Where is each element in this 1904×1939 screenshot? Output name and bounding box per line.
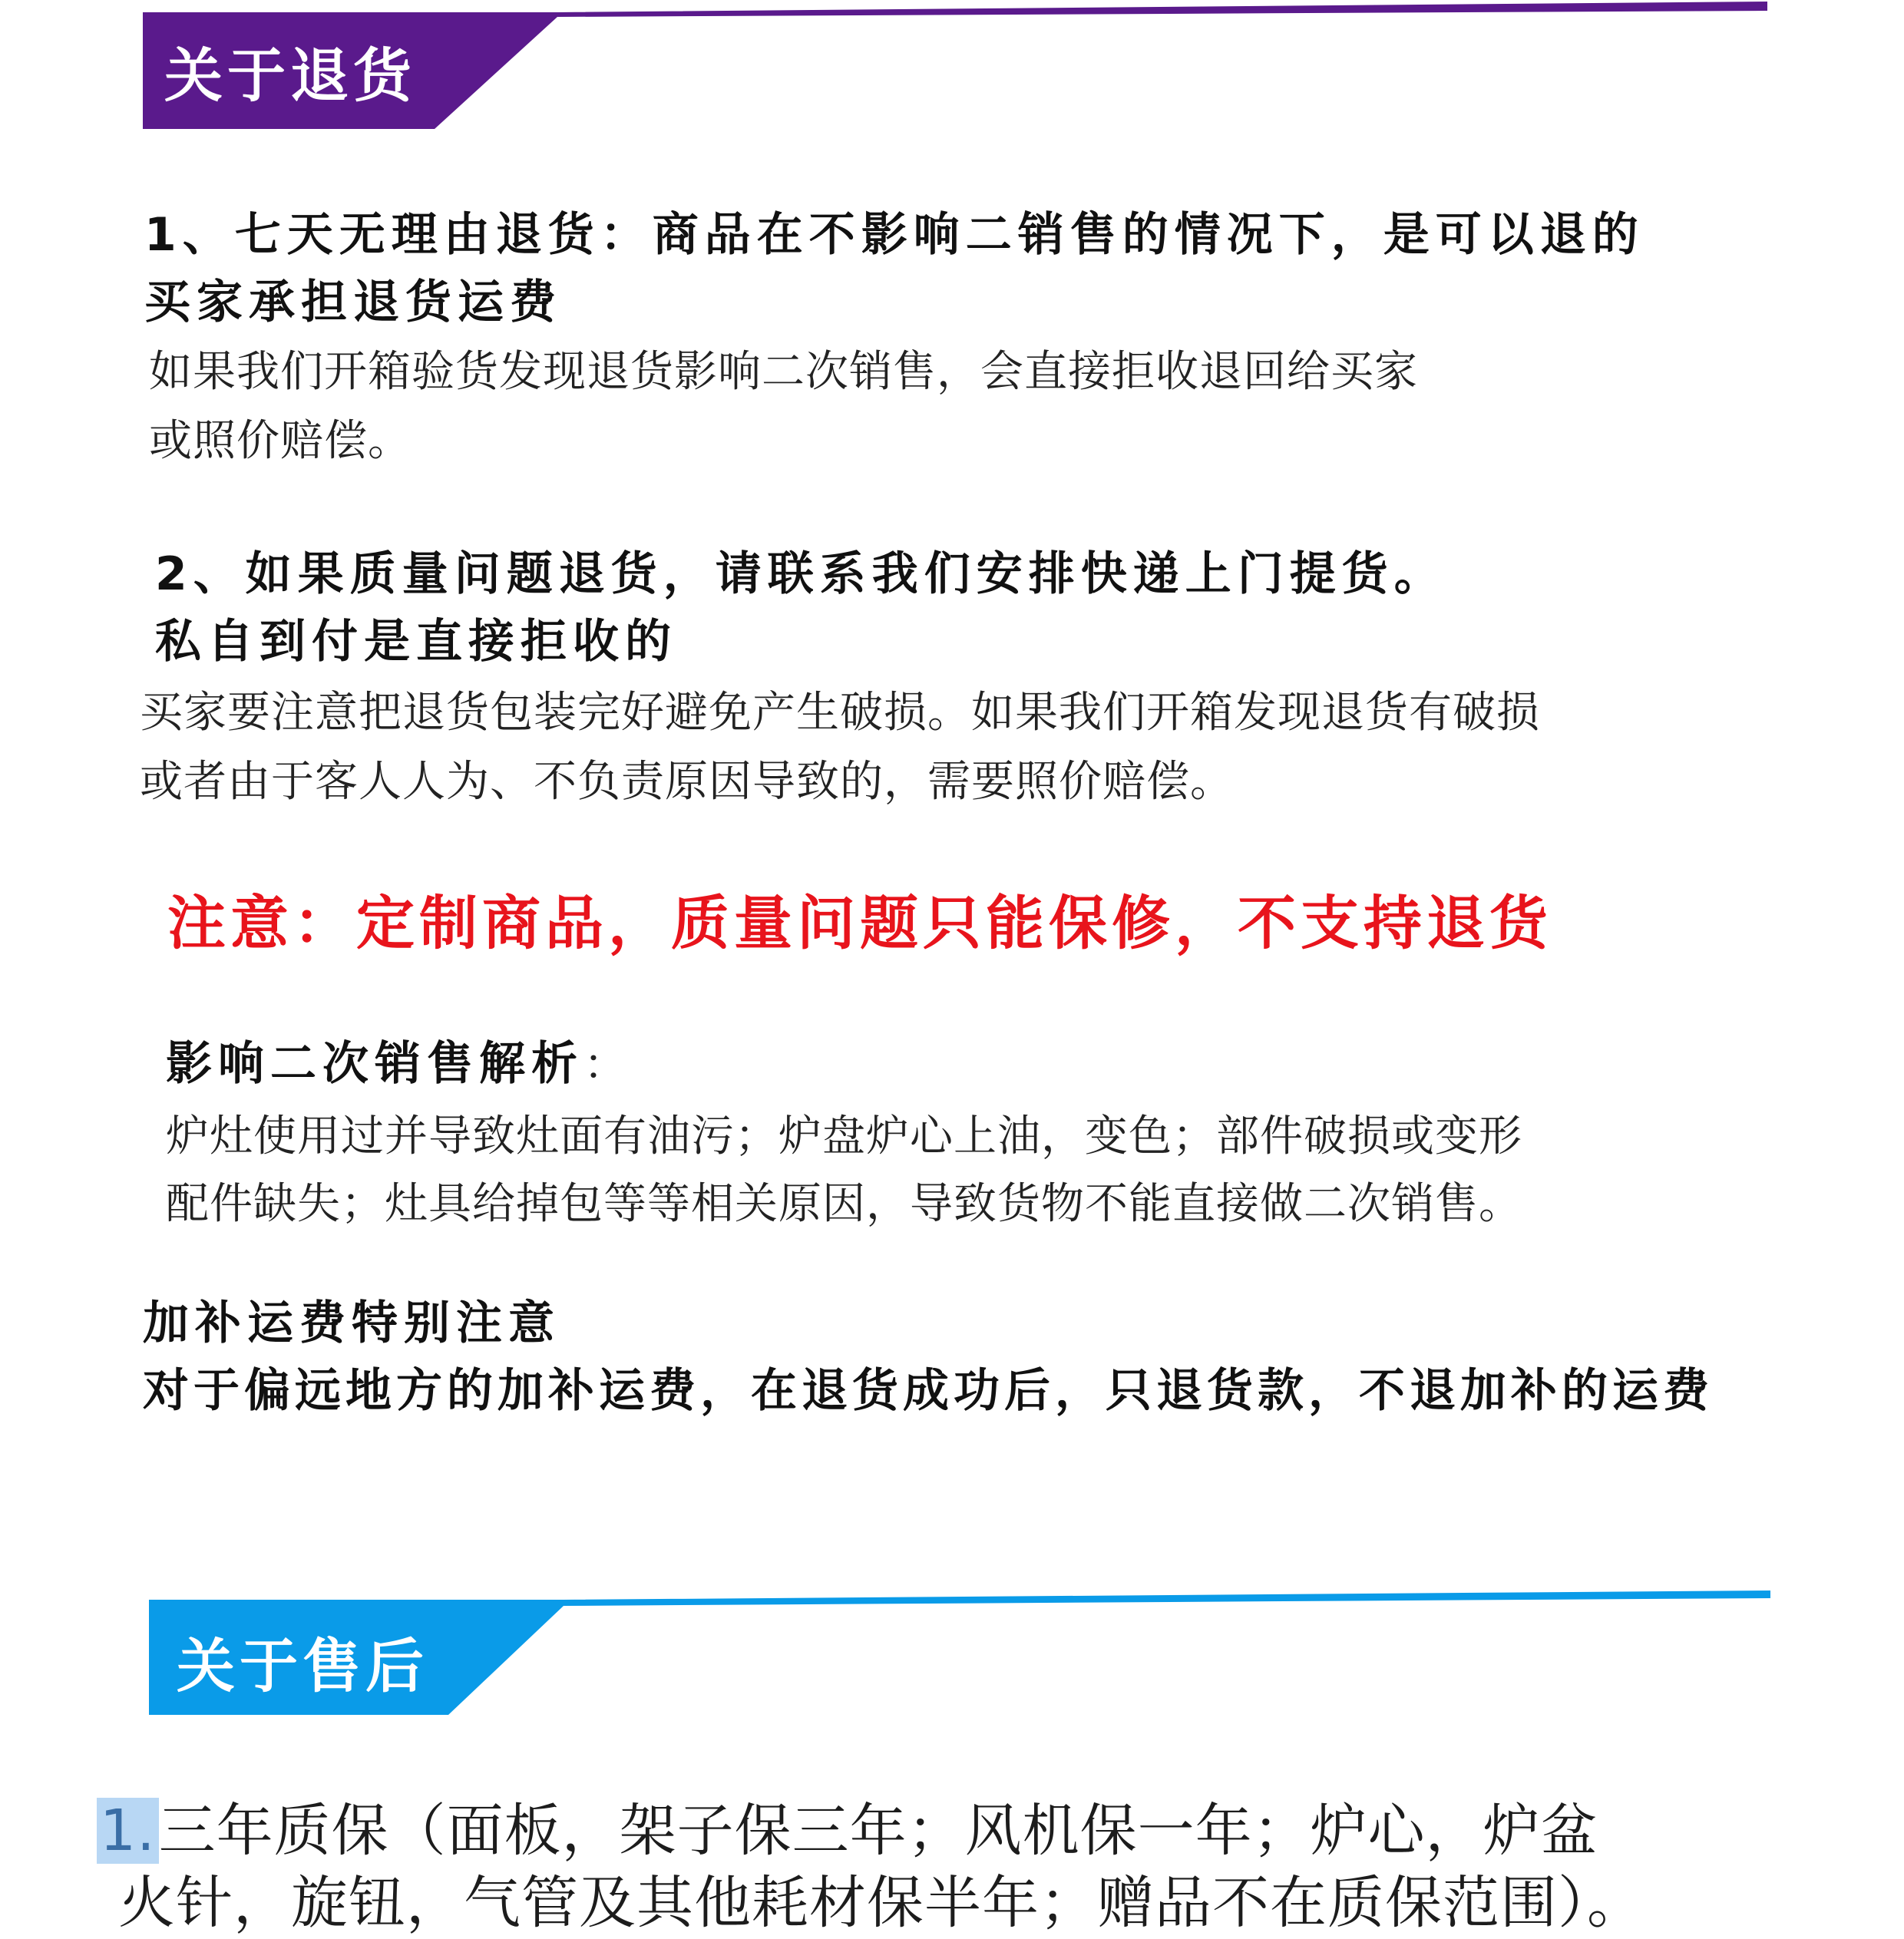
return-item2-heading-line1: 2、如果质量问题退货，请联系我们安排快递上门提货。	[155, 547, 1446, 601]
analysis-title: 影响二次销售解析	[166, 1037, 583, 1091]
returns-section-title: 关于退货	[164, 41, 416, 110]
return-item1-heading-line1: 1、七天无理由退货：商品在不影响二销售的情况下，是可以退的	[144, 208, 1645, 262]
return-item1-body-line1: 如果我们开箱验货发现退货影响二次销售，会直接拒收退回给买家	[149, 347, 1418, 397]
return-item2-body-line2: 或者由于客人人为、不负责原因导致的，需要照价赔偿。	[140, 757, 1234, 807]
custom-product-notice: 注意：定制商品，质量问题只能保修，不支持退货	[167, 889, 1552, 957]
return-item2-heading-line2: 私自到付是直接拒收的	[155, 615, 677, 669]
return-item1-heading-line2: 买家承担退货运费	[144, 276, 562, 329]
return-item1-body-line2: 或照价赔偿。	[149, 416, 412, 466]
aftersales-section-title: 关于售后	[177, 1632, 428, 1700]
warranty-item-number: 1.	[97, 1798, 159, 1864]
analysis-colon: ：	[583, 1040, 627, 1090]
warranty-line1-row	[97, 1785, 1598, 1867]
shipping-notice-title: 加补运费特别注意	[143, 1297, 560, 1350]
analysis-line1: 炉灶使用过并导致灶面有油污；炉盘炉心上油，变色；部件破损或变形	[166, 1112, 1522, 1161]
shipping-notice-body: 对于偏远地方的加补运费，在退货成功后，只退货款，不退加补的运费	[143, 1364, 1714, 1418]
warranty-line1: 三年质保（面板，架子保三年；风机保一年；炉心，炉盆	[158, 1798, 1598, 1864]
return-item2-body-line1: 买家要注意把退货包装完好避免产生破损。如果我们开箱发现退货有破损	[140, 688, 1540, 738]
warranty-line2: 火针，旋钮，气管及其他耗材保半年；赠品不在质保范围）。	[118, 1870, 1645, 1936]
aftersales-header-banner	[149, 1589, 1770, 1716]
analysis-title-row	[166, 1027, 627, 1093]
returns-header-banner	[143, 0, 1767, 130]
analysis-line2: 配件缺失；灶具给掉包等等相关原因，导致货物不能直接做二次销售。	[166, 1179, 1522, 1229]
